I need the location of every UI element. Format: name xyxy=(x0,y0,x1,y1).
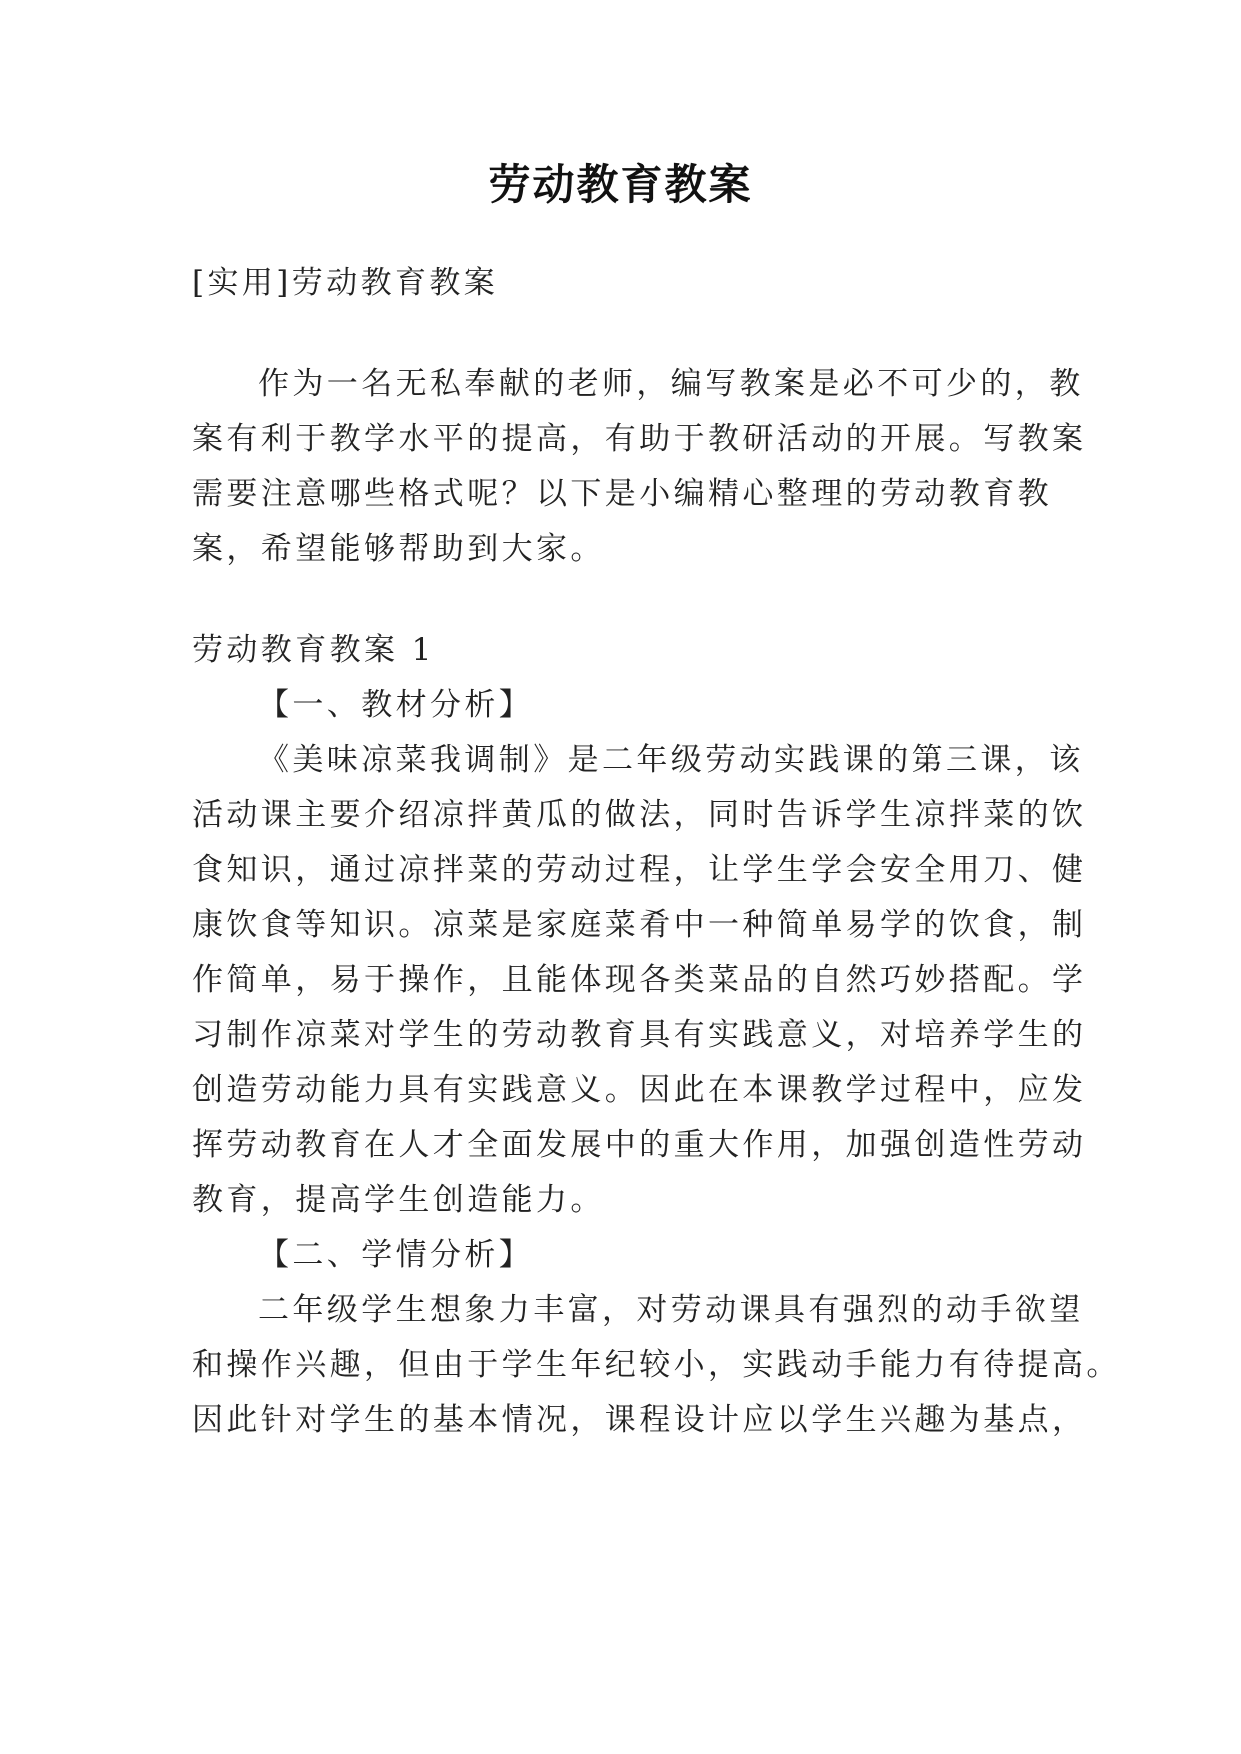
intro-line: 案有利于教学水平的提高，有助于教研活动的开展。写教案 xyxy=(192,421,1087,457)
paragraph-line: 食知识，通过凉拌菜的劳动过程，让学生学会安全用刀、健 xyxy=(192,852,1087,888)
subsection-heading: 【一、教材分析】 xyxy=(258,687,534,723)
paragraph-line: 和操作兴趣，但由于学生年纪较小，实践动手能力有待提高。 xyxy=(192,1347,1121,1383)
document-title: 劳动教育教案 xyxy=(488,160,753,209)
paragraph-line: 挥劳动教育在人才全面发展中的重大作用，加强创造性劳动 xyxy=(192,1127,1087,1163)
paragraph-line: 创造劳动能力具有实践意义。因此在本课教学过程中，应发 xyxy=(192,1072,1087,1108)
paragraph-line: 康饮食等知识。凉菜是家庭菜肴中一种简单易学的饮食，制 xyxy=(192,907,1087,943)
section-heading: 劳动教育教案 1 xyxy=(192,632,435,668)
intro-line: 需要注意哪些格式呢？以下是小编精心整理的劳动教育教 xyxy=(192,476,1052,512)
intro-line: 案，希望能够帮助到大家。 xyxy=(192,531,605,567)
paragraph-line: 习制作凉菜对学生的劳动教育具有实践意义，对培养学生的 xyxy=(192,1017,1087,1053)
paragraph-line: 活动课主要介绍凉拌黄瓜的做法，同时告诉学生凉拌菜的饮 xyxy=(192,797,1087,833)
intro-line: 作为一名无私奉献的老师，编写教案是必不可少的，教 xyxy=(258,366,1084,402)
subsection-heading: 【二、学情分析】 xyxy=(258,1237,534,1273)
paragraph-line: 《美味凉菜我调制》是二年级劳动实践课的第三课，该 xyxy=(258,742,1084,778)
paragraph-line: 作简单，易于操作，且能体现各类菜品的自然巧妙搭配。学 xyxy=(192,962,1087,998)
paragraph-line: 教育，提高学生创造能力。 xyxy=(192,1182,605,1218)
document-subtitle: [实用]劳动教育教案 xyxy=(192,265,499,301)
paragraph-line: 二年级学生想象力丰富，对劳动课具有强烈的动手欲望 xyxy=(258,1292,1084,1328)
paragraph-line: 因此针对学生的基本情况，课程设计应以学生兴趣为基点， xyxy=(192,1402,1087,1438)
